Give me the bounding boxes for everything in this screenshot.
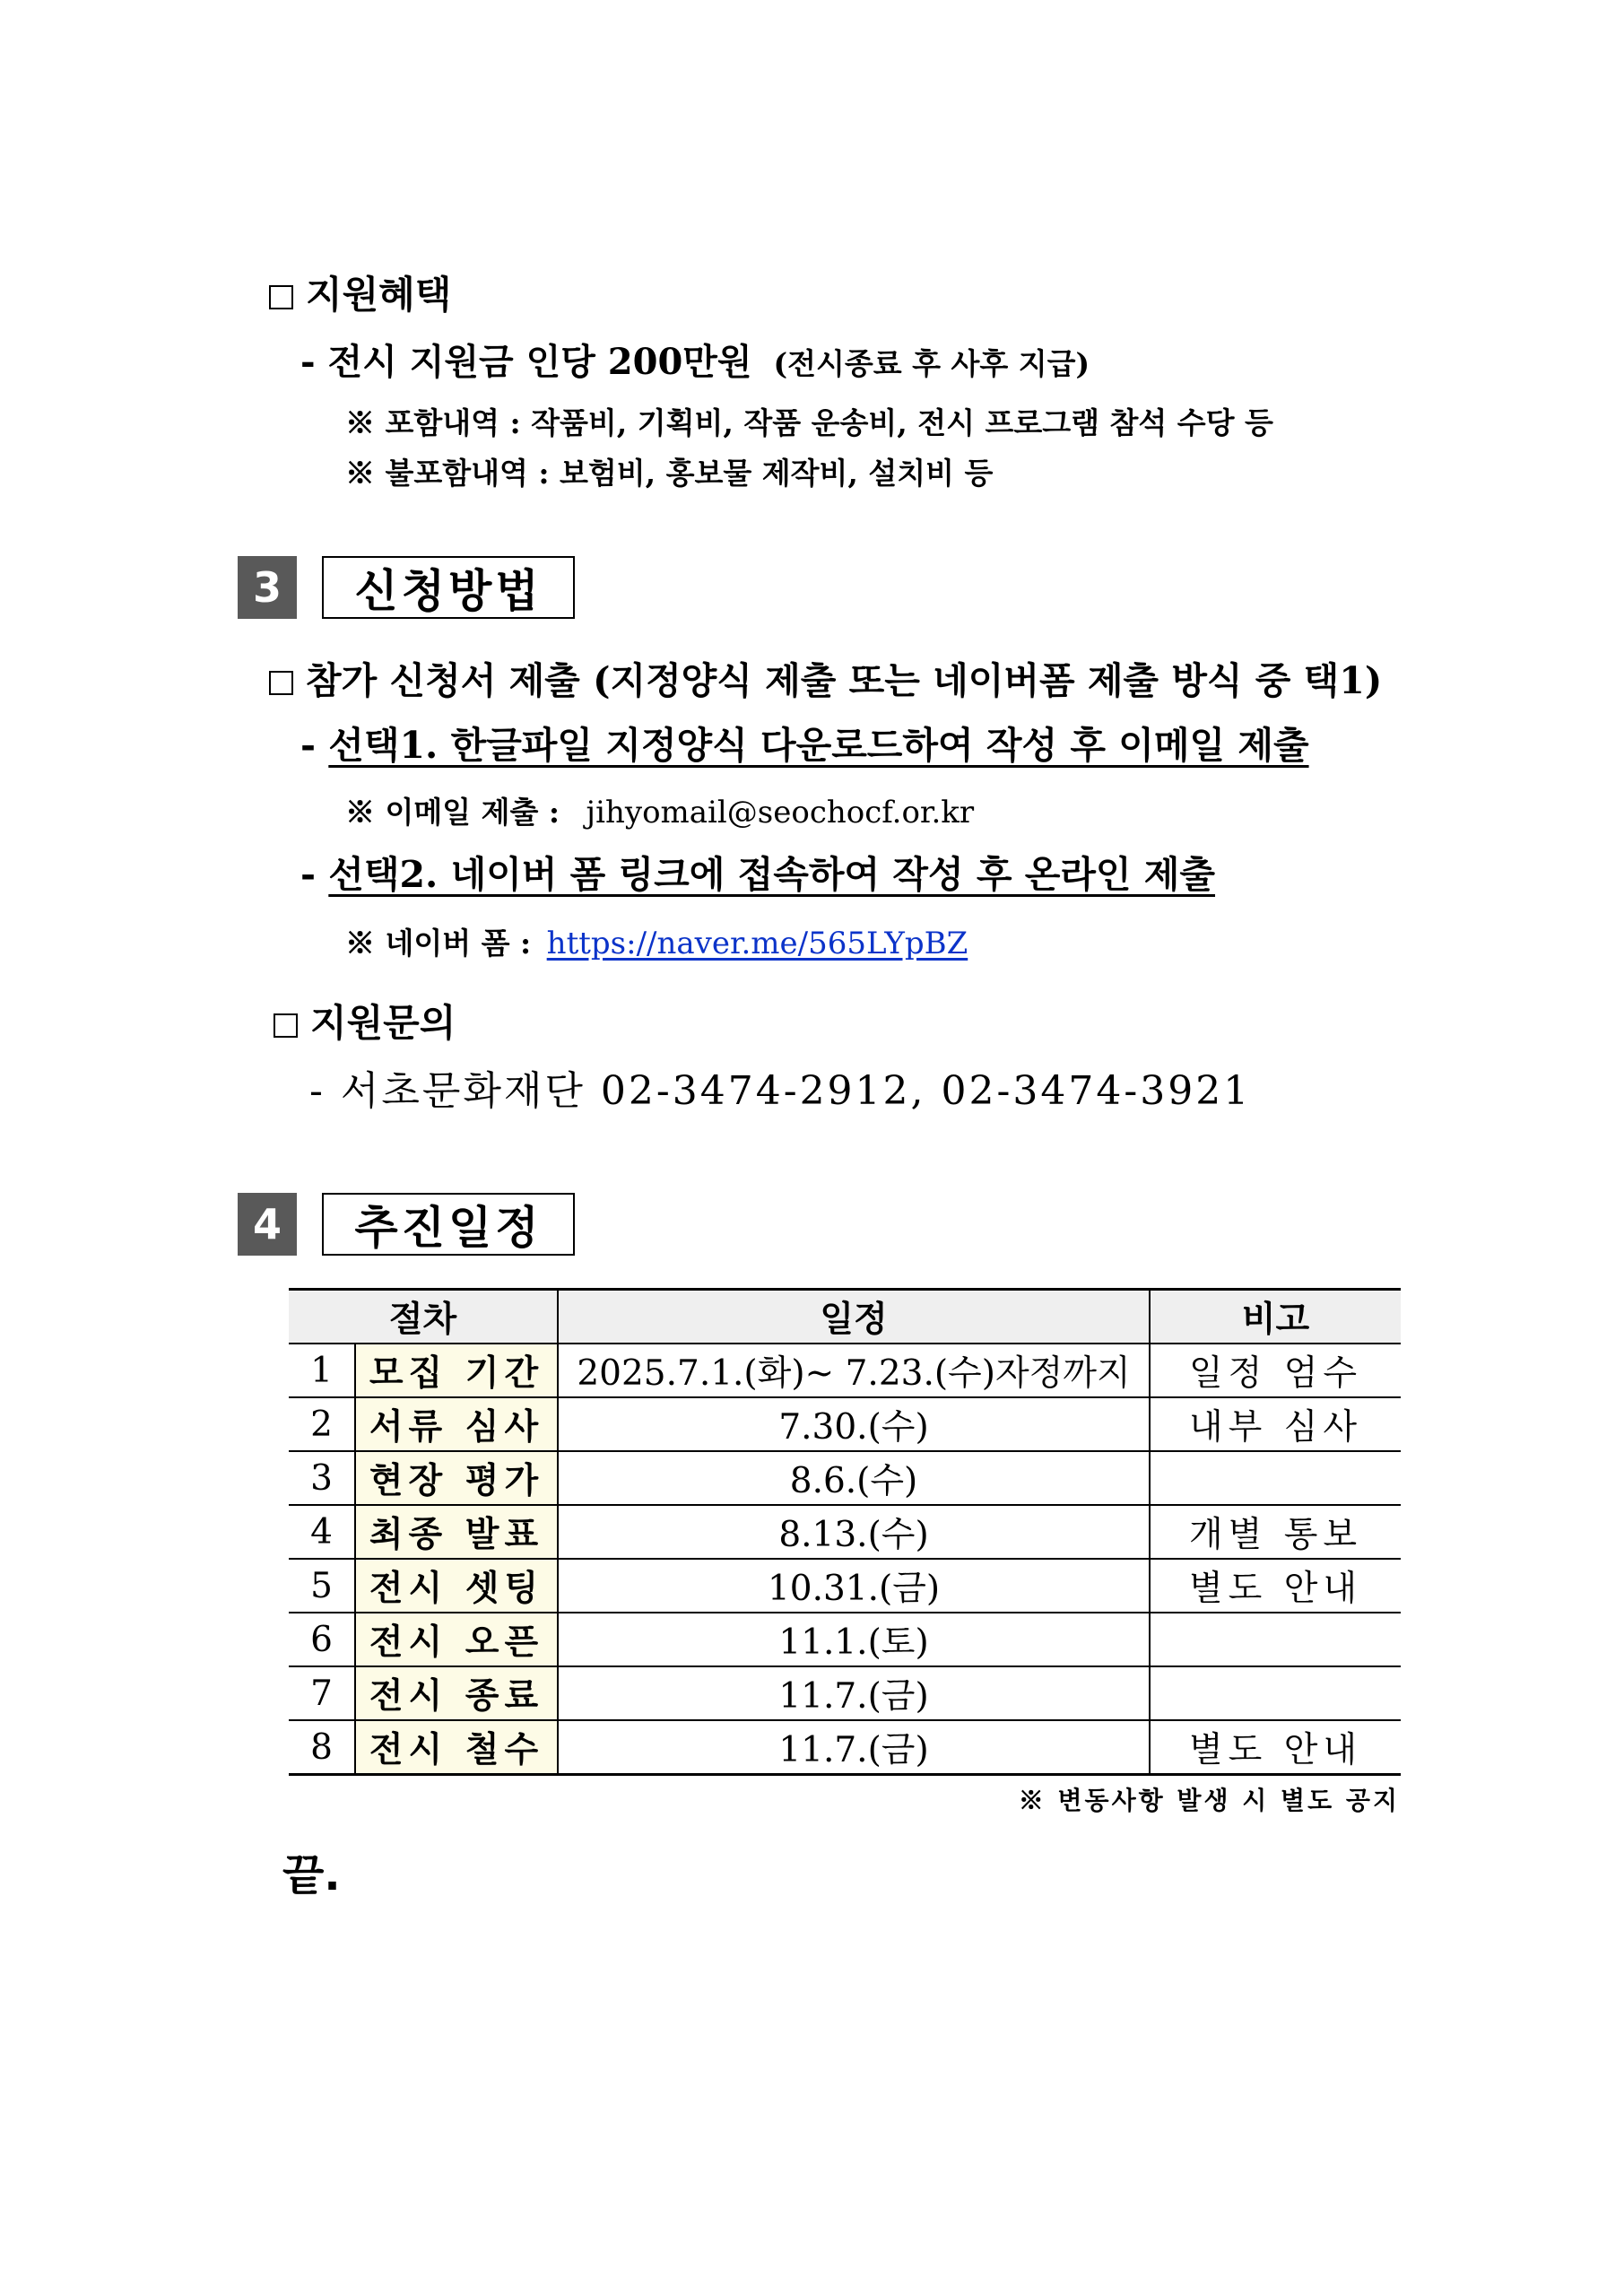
row-number: 3 (289, 1451, 355, 1505)
benefits-item: - 전시 지원금 인당 200만원 (전시종료 후 사후 지급) (300, 341, 1090, 383)
table-row (289, 1720, 1401, 1775)
naver-form-link[interactable]: https://naver.me/565LYpBZ (546, 926, 968, 961)
row-step: 현장 평가 (355, 1451, 558, 1505)
row-date: 11.7.(금) (558, 1720, 1150, 1775)
row-remark: 별도 안내 (1150, 1720, 1401, 1775)
table-row (289, 1397, 1401, 1451)
row-step: 전시 철수 (355, 1720, 558, 1775)
section-4-title: 추진일정 (322, 1193, 575, 1256)
application-heading: 참가 신청서 제출 (지정양식 제출 또는 네이버폼 제출 방식 중 택1) (269, 651, 1382, 704)
header-date: 일정 (558, 1290, 1150, 1344)
inquiry-contact: - 서초문화재단 02-3474-2912, 02-3474-3921 (309, 1068, 1252, 1114)
row-date: 11.1.(토) (558, 1613, 1150, 1666)
row-date: 10.31.(금) (558, 1559, 1150, 1613)
row-step: 모집 기간 (355, 1344, 558, 1397)
row-remark (1150, 1666, 1401, 1720)
table-row (289, 1613, 1401, 1666)
row-step: 전시 오픈 (355, 1613, 558, 1666)
section-4-number: 4 (238, 1193, 297, 1256)
row-number: 1 (289, 1344, 355, 1397)
row-number: 2 (289, 1397, 355, 1451)
row-date: 8.6.(수) (558, 1451, 1150, 1505)
row-number: 6 (289, 1613, 355, 1666)
table-row (289, 1451, 1401, 1505)
row-number: 5 (289, 1559, 355, 1613)
schedule-table (289, 1288, 1401, 1776)
row-date: 7.30.(수) (558, 1397, 1150, 1451)
end-mark: 끝. (282, 1850, 341, 1900)
table-row (289, 1505, 1401, 1559)
benefits-excludes: ※ 불포함내역 : 보험비, 홍보물 제작비, 설치비 등 (345, 456, 994, 491)
table-row (289, 1559, 1401, 1613)
table-row (289, 1666, 1401, 1720)
row-remark: 내부 심사 (1150, 1397, 1401, 1451)
benefits-includes: ※ 포함내역 : 작품비, 기획비, 작품 운송비, 전시 프로그램 참석 수당 등 (345, 405, 1273, 440)
row-date: 11.7.(금) (558, 1666, 1150, 1720)
row-step: 전시 셋팅 (355, 1559, 558, 1613)
row-number: 7 (289, 1666, 355, 1720)
table-row (289, 1344, 1401, 1397)
row-remark (1150, 1451, 1401, 1505)
row-remark: 별도 안내 (1150, 1559, 1401, 1613)
row-remark: 일정 엄수 (1150, 1344, 1401, 1397)
email-address[interactable]: jihyomail@seochocf.or.kr (586, 795, 975, 831)
section-3-title: 신청방법 (322, 556, 575, 619)
row-date: 2025.7.1.(화)~ 7.23.(수)자정까지 (558, 1344, 1150, 1397)
email-submission: ※ 이메일 제출 : jihyomail@seochocf.or.kr (345, 795, 975, 831)
header-step: 절차 (289, 1290, 558, 1344)
row-step: 서류 심사 (355, 1397, 558, 1451)
row-step: 최종 발표 (355, 1505, 558, 1559)
row-remark (1150, 1613, 1401, 1666)
row-number: 4 (289, 1505, 355, 1559)
section-3-number: 3 (238, 556, 297, 619)
row-remark: 개별 통보 (1150, 1505, 1401, 1559)
schedule-footnote: ※ 변동사항 발생 시 별도 공지 (1018, 1786, 1400, 1815)
checkbox-square-icon (274, 1013, 298, 1038)
checkbox-square-icon (269, 285, 293, 309)
row-date: 8.13.(수) (558, 1505, 1150, 1559)
benefits-item-note: (전시종료 후 사후 지급) (773, 346, 1090, 381)
option-1: - 선택1. 한글파일 지정양식 다운로드하여 작성 후 이메일 제출 (300, 724, 1309, 767)
naver-form: ※ 네이버 폼 : https://naver.me/565LYpBZ (345, 926, 968, 961)
checkbox-square-icon (269, 671, 293, 695)
option-2: - 선택2. 네이버 폼 링크에 접속하여 작성 후 온라인 제출 (300, 853, 1216, 896)
row-step: 전시 종료 (355, 1666, 558, 1720)
row-number: 8 (289, 1720, 355, 1775)
header-remark: 비고 (1150, 1290, 1401, 1344)
inquiry-heading: 지원문의 (274, 994, 456, 1048)
benefits-heading: 지원혜택 (269, 265, 451, 319)
